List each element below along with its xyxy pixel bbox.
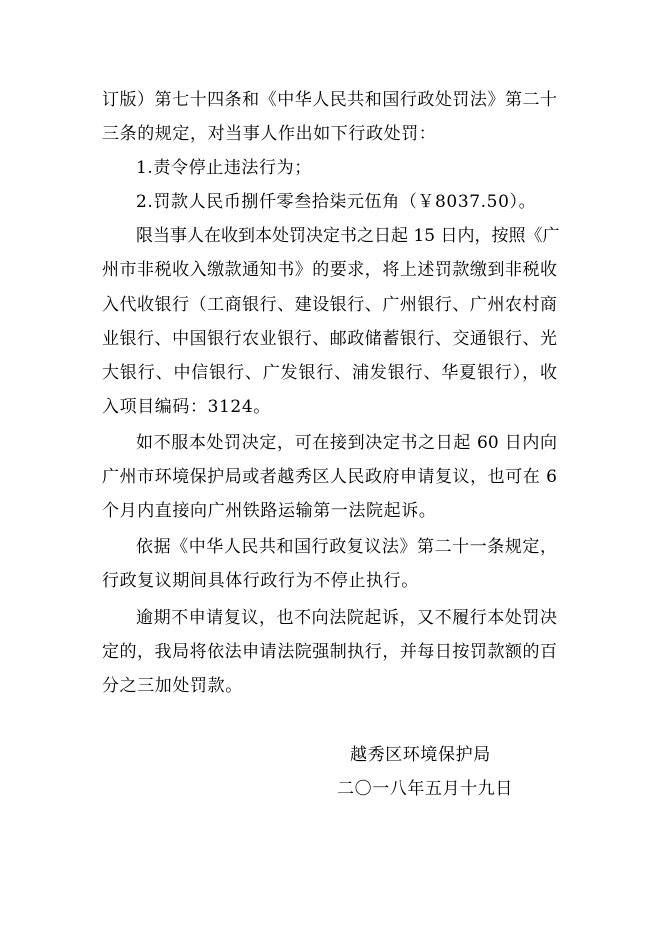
text-line: 2.罚款人民币捌仟零叁拾柒元伍角（￥8037.50）。 — [136, 192, 537, 212]
text-line: 州市非税收入缴款通知书》的要求，将上述罚款缴到非税收 — [102, 260, 557, 280]
text-line: 1.责令停止违法行为； — [136, 158, 312, 178]
issuing-organization: 越秀区环境保护局 — [350, 745, 491, 765]
text-line: 三条的规定，对当事人作出如下行政处罚： — [102, 124, 437, 144]
text-line: 订版）第七十四条和《中华人民共和国行政处罚法》第二十 — [102, 90, 557, 110]
text-line: 行政复议期间具体行政行为不停止执行。 — [102, 571, 419, 591]
text-line: 业银行、中国银行农业银行、邮政储蓄银行、交通银行、光 — [102, 329, 557, 349]
text-line: 广州市环境保护局或者越秀区人民政府申请复议，也可在 6 — [102, 467, 557, 487]
text-line: 定的，我局将依法申请法院强制执行，并每日按罚款额的百 — [102, 642, 557, 662]
issue-date: 二〇一八年五月十九日 — [337, 779, 513, 799]
text-line: 入代收银行（工商银行、建设银行、广州银行、广州农村商 — [102, 295, 557, 315]
text-line: 大银行、中信银行、广发银行、浦发银行、华夏银行），收 — [102, 363, 557, 383]
text-line: 逾期不申请复议，也不向法院起诉，又不履行本处罚决 — [136, 608, 557, 628]
text-line: 限当事人在收到本处罚决定书之日起 15 日内，按照《广 — [136, 226, 560, 246]
text-line: 依据《中华人民共和国行政复议法》第二十一条规定， — [136, 537, 557, 557]
text-line: 分之三加处罚款。 — [102, 676, 243, 696]
text-line: 个月内直接向广州铁路运输第一法院起诉。 — [102, 501, 437, 521]
text-line: 入项目编码：3124。 — [102, 397, 271, 417]
text-line: 如不服本处罚决定，可在接到决定书之日起 60 日内向 — [136, 433, 557, 453]
